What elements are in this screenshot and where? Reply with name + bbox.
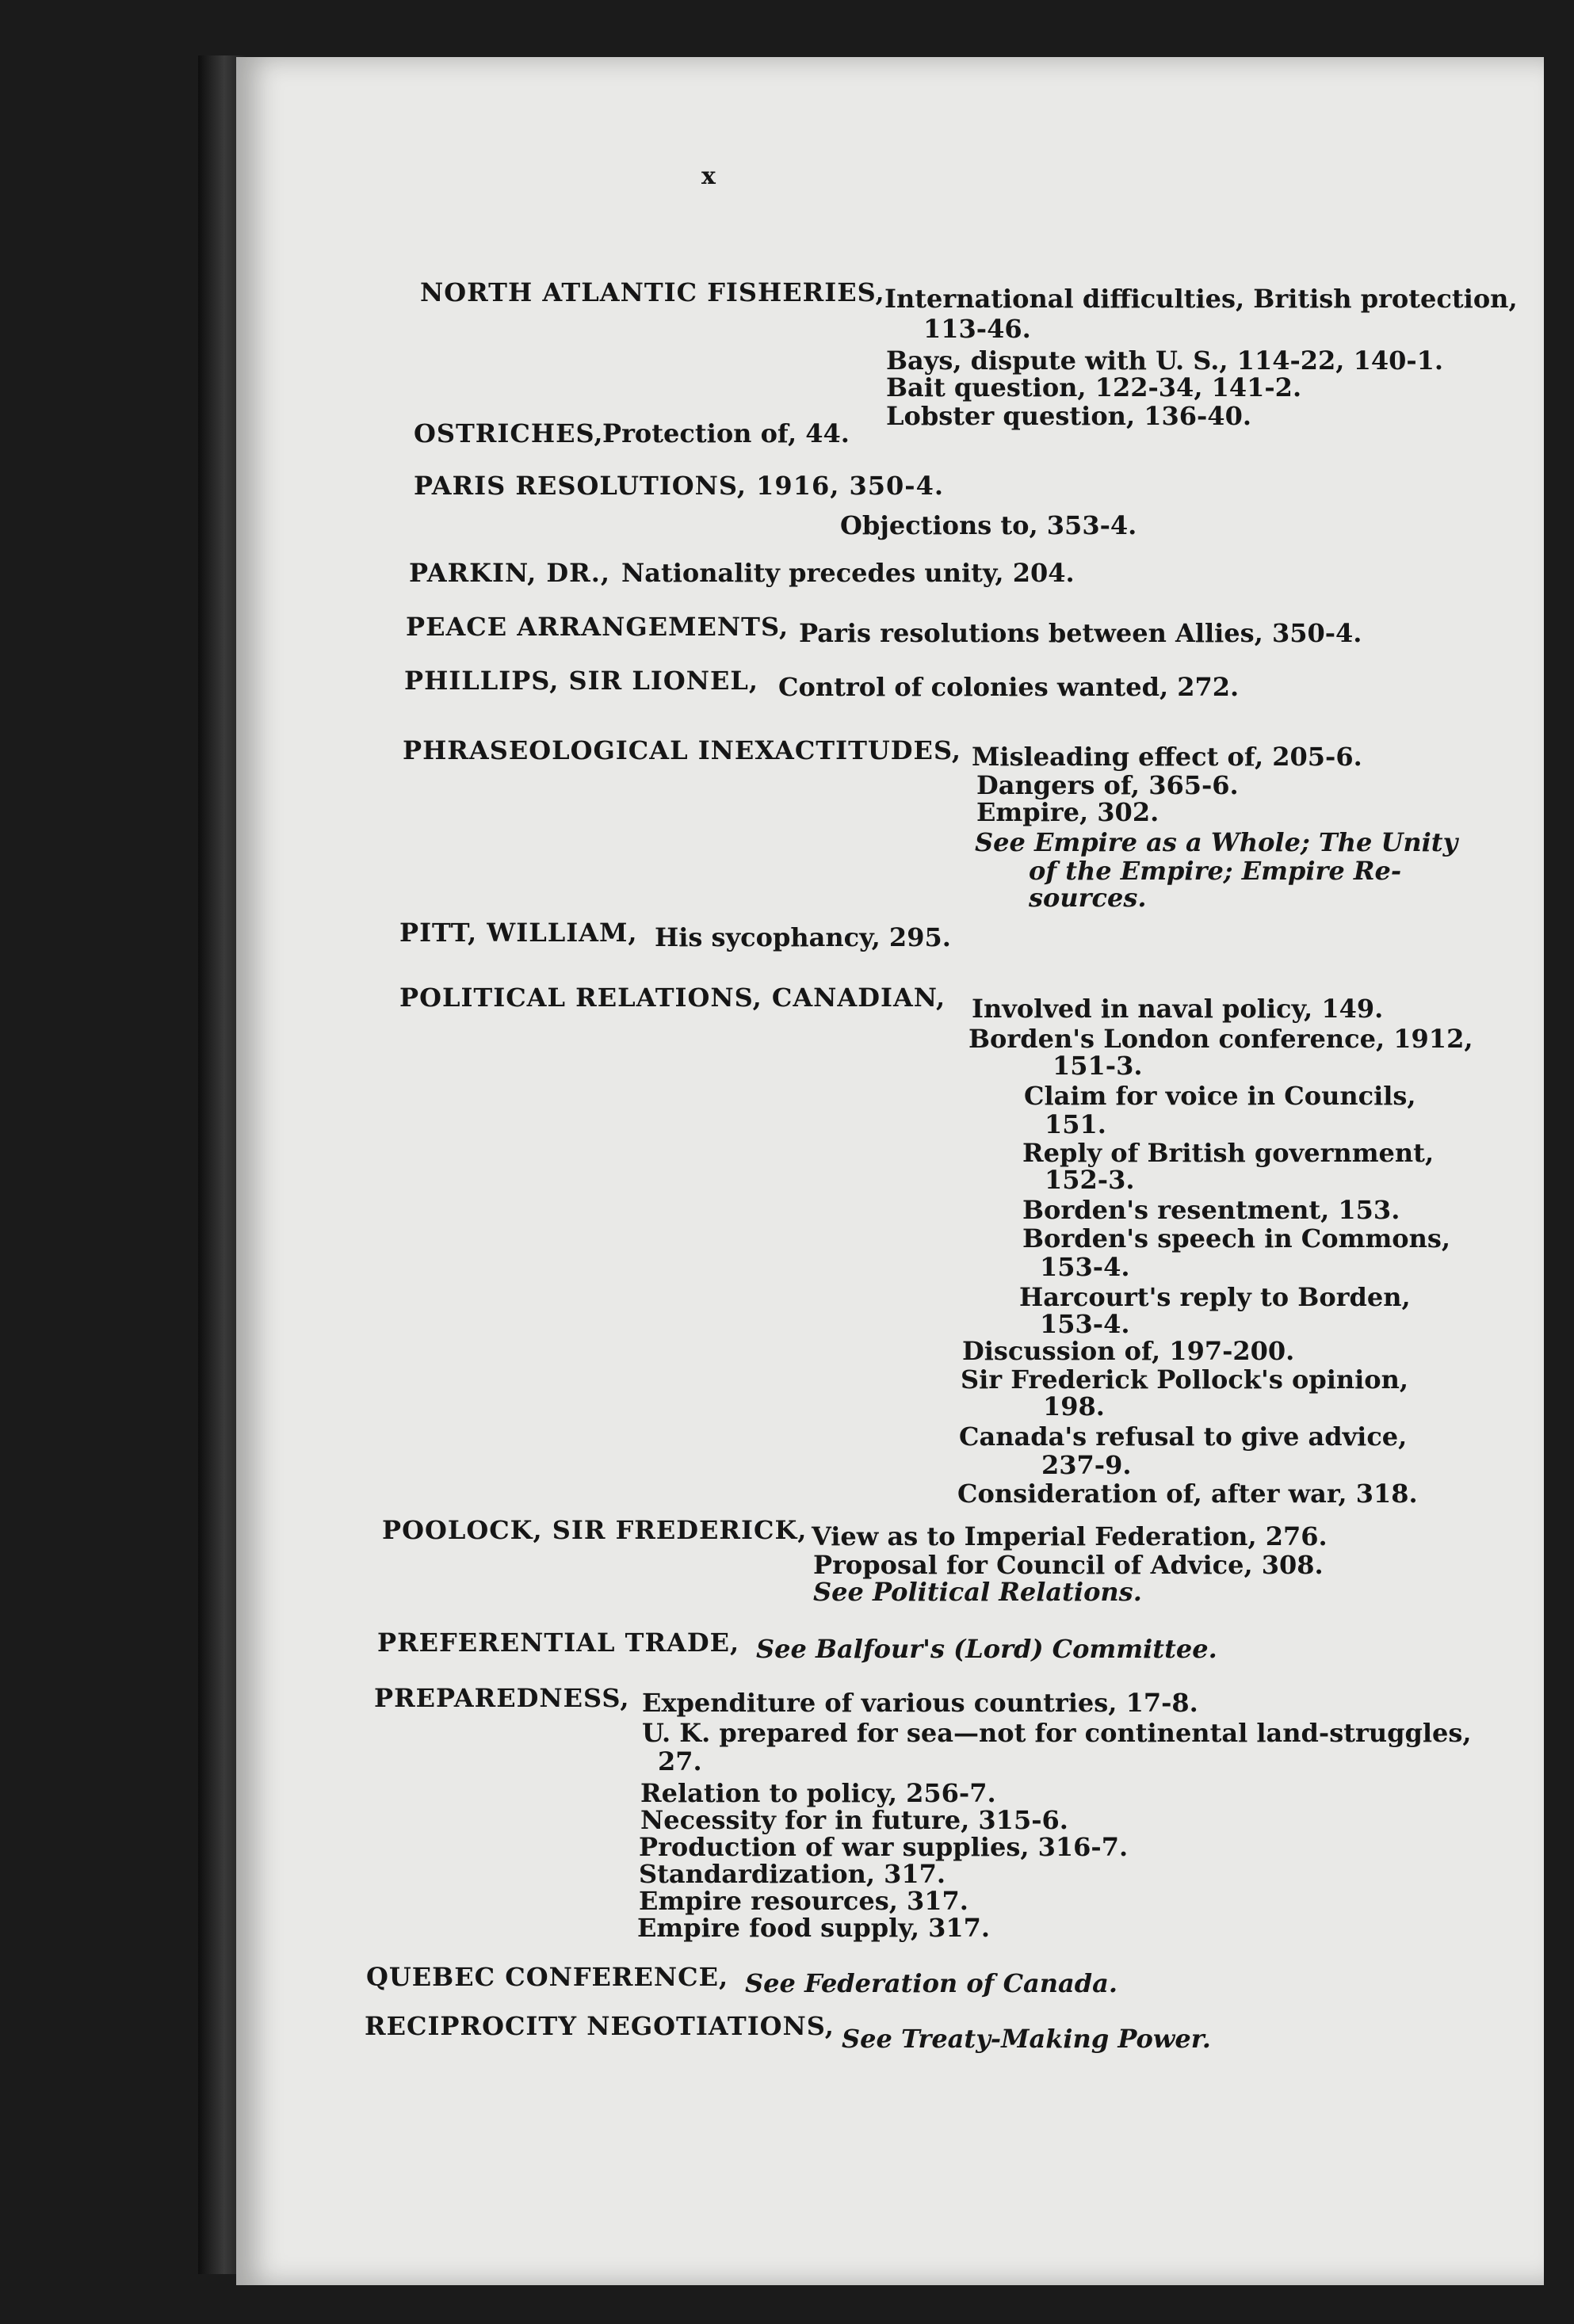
index-subentry: Canada's refusal to give advice, xyxy=(959,1421,1408,1452)
index-subentry: Necessity for in future, 315-6. xyxy=(640,1805,1068,1835)
index-subentry: 151-3. xyxy=(1053,1051,1143,1081)
index-heading: QUEBEC CONFERENCE, xyxy=(366,1962,729,1992)
index-subentry: Production of war supplies, 316-7. xyxy=(639,1832,1129,1862)
index-subentry: 27. xyxy=(658,1746,702,1776)
index-subentry: Standardization, 317. xyxy=(639,1859,946,1889)
cross-reference: of the Empire; Empire Re- xyxy=(1029,856,1402,886)
index-subentry: Expenditure of various countries, 17-8. xyxy=(642,1688,1198,1718)
index-heading: PHILLIPS, SIR LIONEL, xyxy=(404,666,758,696)
index-subentry: Objections to, 353-4. xyxy=(840,510,1137,540)
index-subentry: Lobster question, 136-40. xyxy=(886,401,1251,431)
index-subentry: 198. xyxy=(1043,1391,1105,1421)
index-subentry: 237-9. xyxy=(1041,1450,1132,1480)
index-subentry: U. K. prepared for sea—not for continental land-struggles, xyxy=(642,1718,1472,1748)
index-subentry: Paris resolutions between Allies, 350-4. xyxy=(799,618,1362,648)
index-subentry: Bays, dispute with U. S., 114-22, 140-1. xyxy=(886,345,1444,376)
index-subentry: International difficulties, British protection, xyxy=(884,284,1518,314)
index-heading: NORTH ATLANTIC FISHERIES, xyxy=(420,277,885,307)
index-heading: OSTRICHES, xyxy=(414,418,604,448)
index-subentry: Bait question, 122-34, 141-2. xyxy=(886,372,1302,403)
index-heading: POOLOCK, SIR FREDERICK, xyxy=(382,1515,808,1545)
index-subentry: Empire resources, 317. xyxy=(639,1886,968,1916)
index-subentry: Relation to policy, 256-7. xyxy=(640,1778,996,1808)
index-heading: RECIPROCITY NEGOTIATIONS, xyxy=(365,2011,835,2041)
cross-reference: See Political Relations. xyxy=(813,1577,1142,1607)
index-subentry: Proposal for Council of Advice, 308. xyxy=(813,1550,1324,1580)
index-subentry: Protection of, 44. xyxy=(602,418,850,448)
page-number: x xyxy=(701,162,716,190)
index-subentry: Consideration of, after war, 318. xyxy=(957,1479,1418,1509)
index-subentry: Claim for voice in Councils, xyxy=(1024,1081,1416,1111)
index-subentry: 151. xyxy=(1045,1109,1106,1139)
index-subentry: 153-4. xyxy=(1040,1309,1130,1339)
index-subentry: Nationality precedes unity, 204. xyxy=(621,558,1075,588)
index-subentry: View as to Imperial Federation, 276. xyxy=(812,1521,1328,1551)
index-subentry: Control of colonies wanted, 272. xyxy=(778,672,1240,702)
cross-reference: sources. xyxy=(1029,883,1147,913)
index-heading: PHRASEOLOGICAL INEXACTITUDES, xyxy=(403,735,962,765)
index-subentry: Borden's resentment, 153. xyxy=(1022,1195,1400,1225)
index-subentry: Misleading effect of, 205-6. xyxy=(972,742,1362,772)
index-heading: PITT, WILLIAM, xyxy=(399,918,638,948)
index-subentry: Sir Frederick Pollock's opinion, xyxy=(961,1364,1409,1395)
cross-reference: See Federation of Canada. xyxy=(745,1968,1118,1998)
cross-reference: See Empire as a Whole; The Unity xyxy=(975,827,1458,857)
index-subentry: His sycophancy, 295. xyxy=(655,922,951,952)
index-subentry: Borden's London conference, 1912, xyxy=(968,1024,1473,1054)
index-subentry: Empire food supply, 317. xyxy=(637,1913,991,1943)
index-subentry: Borden's speech in Commons, xyxy=(1022,1223,1451,1254)
index-heading: PARKIN, DR., xyxy=(409,558,611,588)
index-subentry: Involved in naval policy, 149. xyxy=(972,994,1384,1024)
index-subentry: Dangers of, 365-6. xyxy=(976,770,1239,800)
index-subentry: 113-46. xyxy=(923,314,1031,344)
index-subentry: 152-3. xyxy=(1045,1165,1135,1195)
index-subentry: Harcourt's reply to Borden, xyxy=(1019,1282,1411,1312)
index-subentry: Empire, 302. xyxy=(976,797,1159,827)
cross-reference: See Balfour's (Lord) Committee. xyxy=(756,1634,1217,1664)
index-subentry: Reply of British government, xyxy=(1022,1138,1435,1168)
index-heading: POLITICAL RELATIONS, CANADIAN, xyxy=(399,983,946,1013)
cross-reference: See Treaty-Making Power. xyxy=(842,2024,1211,2054)
index-subentry: Discussion of, 197-200. xyxy=(962,1336,1295,1366)
index-heading: PREPAREDNESS, xyxy=(374,1683,630,1713)
index-heading: PARIS RESOLUTIONS, 1916, 350-4. xyxy=(414,471,944,501)
index-subentry: 153-4. xyxy=(1040,1252,1130,1282)
index-heading: PEACE ARRANGEMENTS, xyxy=(406,612,789,642)
index-heading: PREFERENTIAL TRADE, xyxy=(377,1628,740,1658)
